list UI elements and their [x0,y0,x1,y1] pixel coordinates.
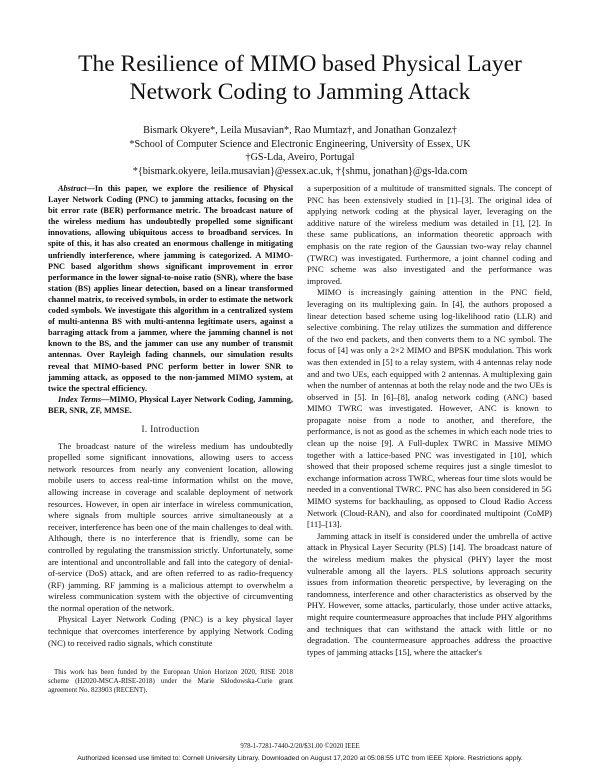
right-paragraph-2: MIMO is increasingly gaining attention in the PNC field, leveraging on its multiplexing gain. In [4], the authors proposed a linear detection based scheme using log-likelihood ratio (LLR) and selective combining. The relay utilizes the summation and difference of the two end packets, and then converts them to a NC symbol. The focus of [4] was only a 2×2 MIMO and BPSK modulation. This work was then extended in [5] to a relay system, with 4 antennas relay node and and two UEs, each equipped with 2 antennas. A multiplexing gain when the number of antennas at both the relay node and the two UEs is observed in [5]. In [6]–[8], analog network coding (ANC) based MIMO TWRC was investigated. However, ANC is known to propagate noise from a node to another, and therefore, the performance, is not as good as the schemes in which each node tries to clean up the noise [9]. A Full-duplex TWRC in Massive MIMO together with a lattice-based PNC was investigated in [10], which showed that their proposed scheme requires just a single timeslot to exchange information across TWRC, whereas four time slots would be needed in a conventional TWRC. PNC has also been considered in 5G MIMO systems for backhauling, as opposed to Cloud Radio Access Network (Cloud-RAN), and also for coordinated multipoint (CoMP) [11]–[13]. [307,287,552,530]
abstract [48,183,293,394]
section-heading-introduction: I. Introduction [141,423,200,434]
title-line-2: Network Coding to Jamming Attack [129,79,471,105]
index-terms [48,394,293,416]
author-names: Bismark Okyere*, Leila Musavian*, Rao Mumtaz†, and Jonathan Gonzalez† [143,125,457,136]
right-paragraph-1: a superposition of a multitude of transmitted signals. The concept of PNC has been extensively studied in [1]–[3]. The original idea of applying network coding at the physical layer, leveraging on the additive nature of the wireless medium was detailed in [1], [2]. In these same publications, an information theoretic approach with emphasis on the rate region of the Gaussian two-way relay channel (TWRC) was investigated. Furthermore, a joint channel coding and PNC scheme was also investigated and the performance was improved. [307,183,552,286]
right-paragraph-3: Jamming attack in itself is considered under the umbrella of active attack in Physical Layer Security (PLS) [14]. The broadcast nature of the wireless medium makes the physical (PHY) layer the most vulnerable among all the layers. PLS solutions approach security issues from information theoretic perspective, by leveraging on the randomness, interference and other characteristics as observed by the PHY. However, some attacks, particularly, those under active attacks, might require countermeasure approaches that include PHY algorithms and techniques that can withstand the attack with little or no degradation. The countermeasure approaches address the proactive types of jamming attacks [15], where the attacker's [307,530,552,657]
copyright-line: 978-1-7281-7440-2/20/$31.00 ©2020 IEEE [240,743,360,750]
abstract-lead: Abstract [58,184,87,193]
affiliation-essex: *School of Computer Science and Electronic Engineering, University of Essex, UK [129,138,471,150]
abstract-text: —In this paper, we explore the resilience of Physical Layer Network Coding (PNC) to jamming attacks, focusing on the bit error rate (BER) performance metric. The broadcast nature of the wireless medium has undoubtedly propelled some significant innovations, allowing ubiquitous access to broadband services. In spite of this, it has also created an enormous challenge in mitigating unfriendly interference, where jamming is categorized. A MIMO-PNC based algorithm shows significant improvement in error performance in the lower signal-to-noise ratio (SNR), where the base station (BS) applies linear detection, based on a linear transformed channel matrix, to received symbols, in order to estimate the network coded symbols. We investigate this algorithm in a centralized system of multi-antenna BS with multi-antenna legitimate users, against a barraging attack from a jammer, where the jamming channel is not known to the BS, and the jammer can use any number of transmit antennas. Over Rayleigh fading channels, our simulation results reveal that MIMO-based PNC perform better in lower SNR to jamming attack, as opposed to the non-jammed MIMO system, at twice the spectral efficiency. [48,184,293,393]
left-column [48,183,293,649]
index-terms-lead: Index Terms [58,394,102,404]
affiliation-gs-lda: †GS-Lda, Aveiro, Portugal [245,152,355,164]
funding-footnote: This work has been funded by the European Union Horizon 2020, RISE 2018 scheme (H2020-MSCA-RISE-2018) under the Marie Skłodowska-Curie grant agreement No. 823903 (RECENT). [48,668,293,694]
intro-paragraph-1: The broadcast nature of the wireless medium has undoubtedly propelled some significant innovations, allowing users to access network resources from nearly any convenient location, allowing mobile users to access real-time information whilst on the move, allowing increase in coverage and scalable deployment of network resources. However, in open air interface in wireless communication, where signals from multiple sources arrive simultaneously at a receiver, interference has been one of the main challenges to deal with. Although, there is no interference that is friendly, some can be controlled by regulating the transmission strictly. Unfortunately, some are intentional and uncontrollable and fall into the category of denial-of-service (DoS) attack, and are often referred to as radio-frequency (RF) jamming. RF jamming is a malicious attempt to overwhelm a wireless communication system with the objective of circumventing the normal operation of the network. [48,440,293,613]
author-block [40,124,560,178]
index-terms-text: —MIMO, Physical Layer Network Coding, Jamming, BER, SNR, ZF, MMSE. [48,394,294,415]
license-line: Authorized licensed use limited to: Cornell University Library. Downloaded on August 17,2020 at 05:08:55 UTC from IEEE Xplore. Restrictions apply. [77,755,523,762]
author-emails: *{bismark.okyere, leila.musavian}@essex.ac.uk, †{shmu, jonathan}@gs-lda.com [132,165,468,177]
title-line-1: The Resilience of MIMO based Physical Layer [78,51,522,77]
right-column [307,183,552,658]
intro-paragraph-2: Physical Layer Network Coding (PNC) is a key physical layer technique that overcomes interference by applying Network Coding (NC) to received radio signals, which constitute [48,614,293,648]
paper-title [40,50,560,106]
